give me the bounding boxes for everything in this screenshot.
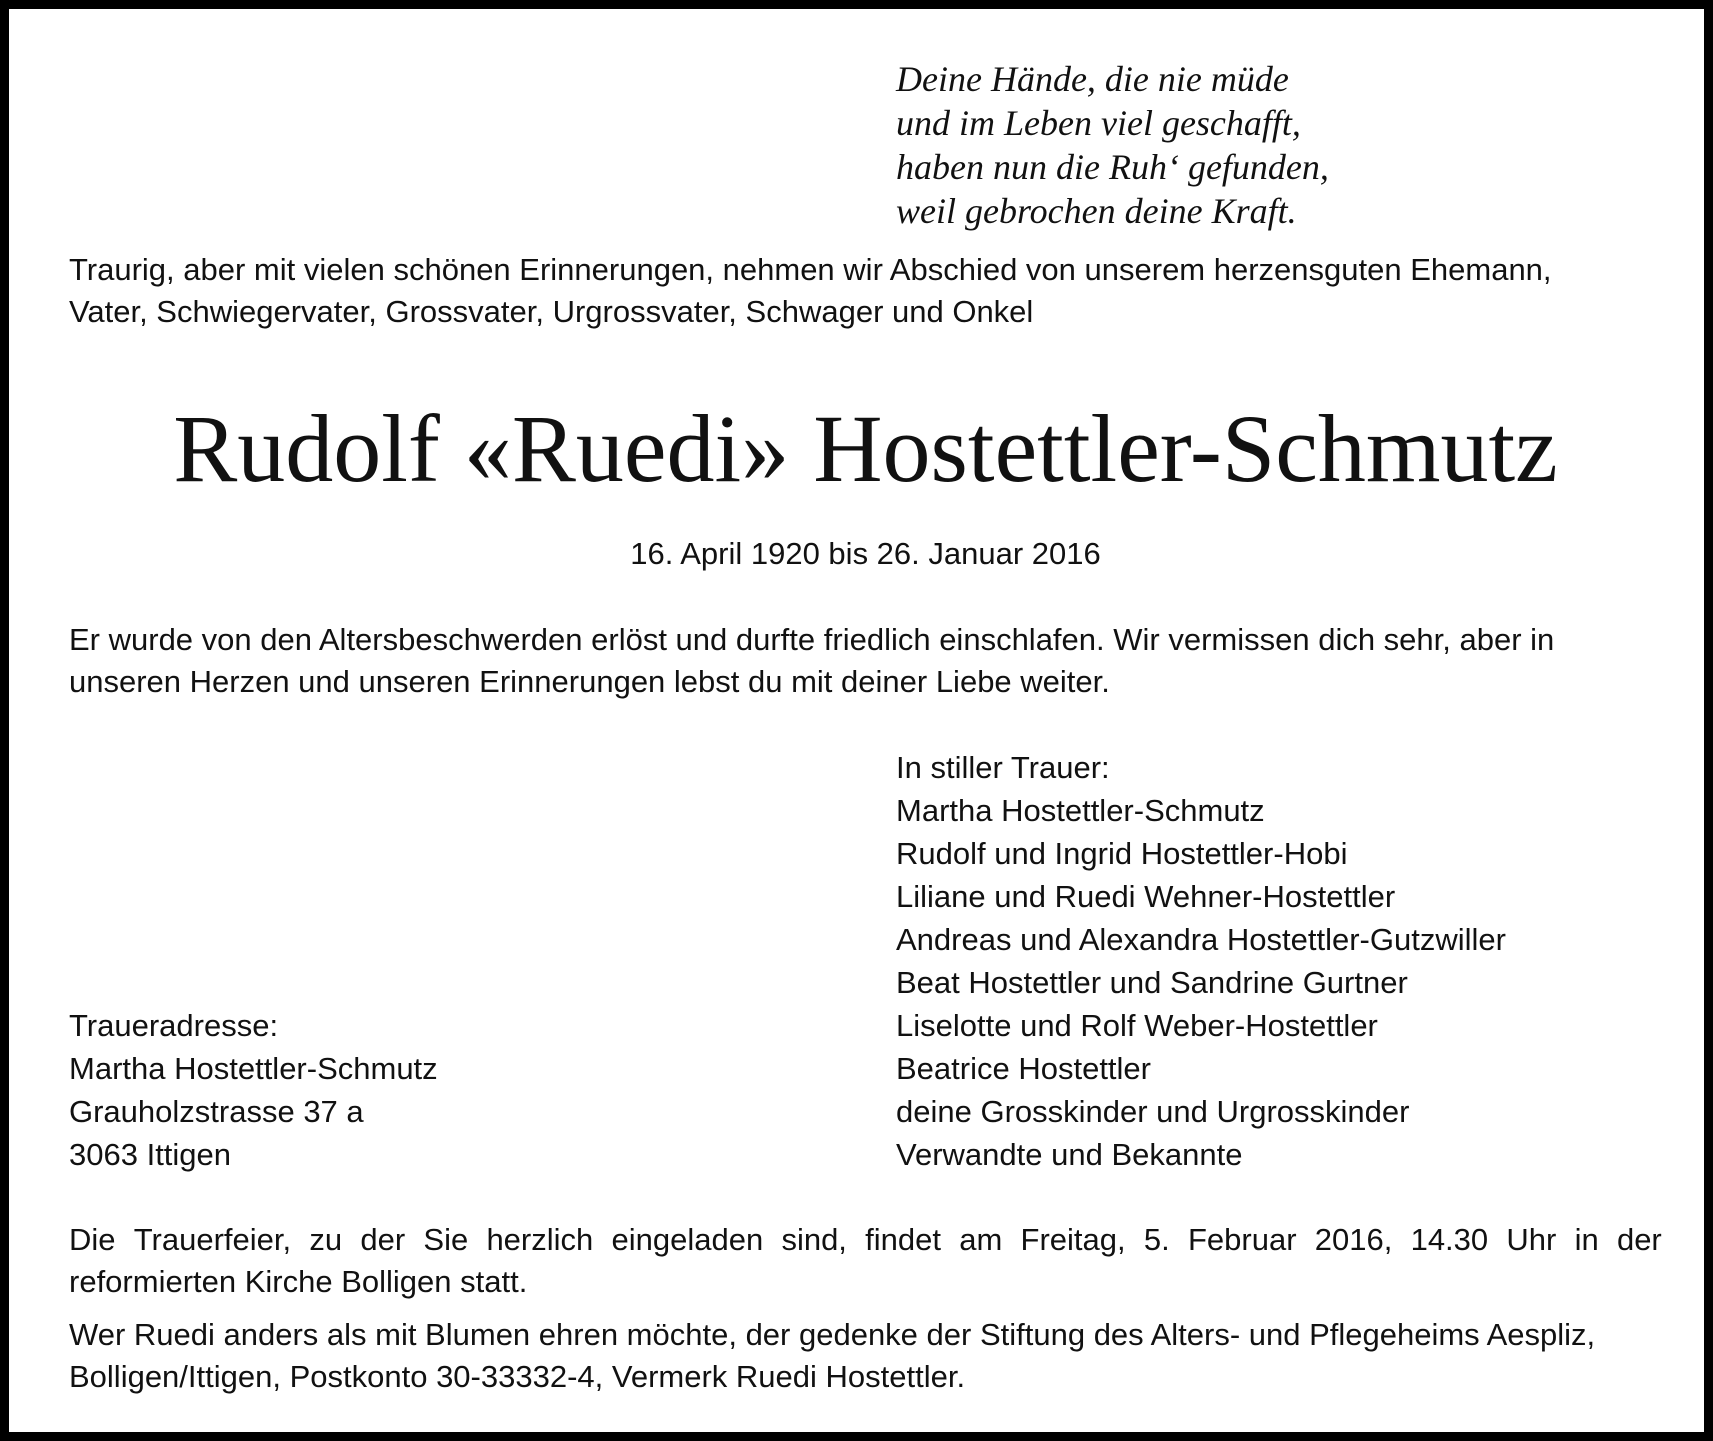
- mourner-name: deine Grosskinder und Urgrosskinder: [896, 1094, 1410, 1129]
- donation-line: Bolligen/Ittigen, Postkonto 30-33332-4, Vermerk Ruedi Hostettler.: [69, 1359, 966, 1394]
- service-word: herzlich: [486, 1222, 594, 1257]
- service-word: findet: [865, 1222, 941, 1257]
- service-word: Uhr: [1506, 1222, 1557, 1257]
- intro-text: [69, 249, 1662, 333]
- service-line: [69, 1219, 1662, 1261]
- mourner-name: Verwandte und Bekannte: [896, 1137, 1243, 1172]
- poem-line: und im Leben viel geschafft,: [896, 103, 1301, 143]
- service-word: 2016,: [1314, 1222, 1393, 1257]
- service-word: 5.: [1143, 1222, 1170, 1257]
- address-name: Martha Hostettler-Schmutz: [69, 1051, 438, 1086]
- mourners-heading: In stiller Trauer:: [896, 750, 1110, 785]
- address-city: 3063 Ittigen: [69, 1137, 232, 1172]
- mourning-address: [69, 1004, 769, 1176]
- mourners-list: [896, 746, 1656, 1176]
- service-word: Sie: [423, 1222, 469, 1257]
- donation-line: Wer Ruedi anders als mit Blumen ehren möchte, der gedenke der Stiftung des Alters- und Pflegeheims Aespliz,: [69, 1317, 1596, 1352]
- donation-info: [69, 1314, 1662, 1398]
- address-heading: Traueradresse:: [69, 1008, 279, 1043]
- intro-line: Vater, Schwiegervater, Grossvater, Urgrossvater, Schwager und Onkel: [69, 294, 1034, 329]
- mourner-name: Liliane und Ruedi Wehner-Hostettler: [896, 879, 1396, 914]
- mourner-name: Beatrice Hostettler: [896, 1051, 1151, 1086]
- service-word: Die: [69, 1222, 116, 1257]
- message-line: unseren Herzen und unseren Erinnerungen lebst du mit deiner Liebe weiter.: [69, 664, 1110, 699]
- service-word: der: [360, 1222, 406, 1257]
- address-street: Grauholzstrasse 37 a: [69, 1094, 364, 1129]
- intro-line: Traurig, aber mit vielen schönen Erinnerungen, nehmen wir Abschied von unserem herzensguten Ehemann,: [69, 252, 1552, 287]
- service-word: eingeladen: [611, 1222, 764, 1257]
- message-line: Er wurde von den Altersbeschwerden erlöst und durfte friedlich einschlafen. Wir vermissen dich sehr, aber in: [69, 622, 1555, 657]
- service-word: Freitag,: [1020, 1222, 1126, 1257]
- mourner-name: Martha Hostettler-Schmutz: [896, 793, 1265, 828]
- life-dates: 16. April 1920 bis 26. Januar 2016: [630, 536, 1101, 571]
- service-word: der: [1616, 1222, 1662, 1257]
- service-word: zu: [309, 1222, 343, 1257]
- mourner-name: Beat Hostettler und Sandrine Gurtner: [896, 965, 1408, 1000]
- mourner-name: Andreas und Alexandra Hostettler-Gutzwiller: [896, 922, 1506, 957]
- poem-line: weil gebrochen deine Kraft.: [896, 191, 1297, 231]
- service-word: Trauerfeier,: [133, 1222, 292, 1257]
- service-word: sind,: [781, 1222, 847, 1257]
- service-word: 14.30: [1410, 1222, 1489, 1257]
- poem-line: Deine Hände, die nie müde: [896, 59, 1289, 99]
- deceased-name: Rudolf «Ruedi» Hostettler-Schmutz: [173, 395, 1558, 502]
- mourner-name: Liselotte und Rolf Weber-Hostettler: [896, 1008, 1378, 1043]
- service-word: Februar: [1187, 1222, 1297, 1257]
- poem-line: haben nun die Ruh‘ gefunden,: [896, 147, 1329, 187]
- funeral-service-info: [69, 1219, 1662, 1303]
- service-line: reformierten Kirche Bolligen statt.: [69, 1264, 528, 1299]
- service-word: am: [959, 1222, 1003, 1257]
- memorial-message: [69, 619, 1662, 703]
- mourner-name: Rudolf und Ingrid Hostettler-Hobi: [896, 836, 1348, 871]
- service-word: in: [1574, 1222, 1599, 1257]
- poem: [896, 57, 1656, 233]
